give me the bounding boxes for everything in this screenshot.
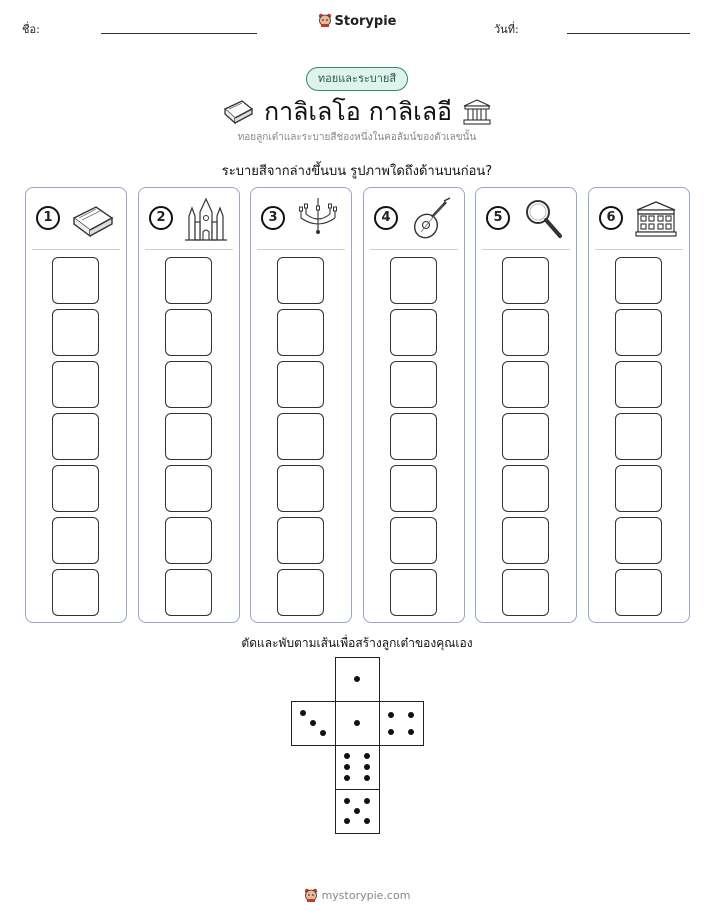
- column-4: [363, 187, 465, 623]
- column-6: [588, 187, 690, 623]
- color-cell[interactable]: [277, 361, 324, 408]
- name-line: [101, 33, 257, 34]
- cathedral-icon: [183, 196, 229, 242]
- name-label: ชื่อ:: [22, 23, 40, 36]
- color-cell[interactable]: [165, 361, 212, 408]
- color-cell[interactable]: [390, 517, 437, 564]
- die-pip: [388, 729, 394, 735]
- color-cell[interactable]: [277, 257, 324, 304]
- die-pip: [388, 712, 394, 718]
- activity-badge: ทอยและระบายสี: [306, 67, 408, 91]
- color-cell[interactable]: [52, 361, 99, 408]
- color-cell[interactable]: [615, 517, 662, 564]
- column-divider: [595, 249, 683, 250]
- column-divider: [145, 249, 233, 250]
- die-pip: [354, 808, 360, 814]
- die-pip: [300, 710, 306, 716]
- color-cell[interactable]: [615, 257, 662, 304]
- color-cell[interactable]: [52, 257, 99, 304]
- color-cell[interactable]: [390, 569, 437, 616]
- color-cell[interactable]: [390, 465, 437, 512]
- color-cell[interactable]: [390, 257, 437, 304]
- cut-fold-label: ตัดและพับตามเส้นเพื่อสร้างลูกเต๋าของคุณเอง: [241, 636, 473, 650]
- column-number: 1: [36, 206, 60, 230]
- die-pip: [354, 676, 360, 682]
- die-pip: [354, 720, 360, 726]
- brand: [0, 13, 714, 29]
- column-divider: [370, 249, 458, 250]
- column-2: [138, 187, 240, 623]
- die-pip: [310, 720, 316, 726]
- color-cell[interactable]: [165, 569, 212, 616]
- lute-icon: [408, 196, 454, 242]
- color-cell[interactable]: [277, 309, 324, 356]
- die-pip: [364, 764, 370, 770]
- color-cell[interactable]: [615, 309, 662, 356]
- date-line: [567, 33, 690, 34]
- color-cell[interactable]: [52, 465, 99, 512]
- color-cell[interactable]: [390, 361, 437, 408]
- color-cell[interactable]: [390, 309, 437, 356]
- color-cell[interactable]: [502, 413, 549, 460]
- color-cell[interactable]: [165, 413, 212, 460]
- column-1: [25, 187, 127, 623]
- column-number: 4: [374, 206, 398, 230]
- question: ระบายสีจากล่างขึ้นบน รูปภาพใดถึงด้านบนก่อน?: [221, 164, 493, 179]
- color-cell[interactable]: [165, 309, 212, 356]
- die-pip: [364, 753, 370, 759]
- color-cell[interactable]: [52, 517, 99, 564]
- instructions: ทอยลูกเต๋าและระบายสีช่องหนึ่งในคอลัมน์ของตัวเลขนั้น: [237, 132, 477, 143]
- color-cell[interactable]: [615, 413, 662, 460]
- color-cell[interactable]: [165, 465, 212, 512]
- column-number: 3: [261, 206, 285, 230]
- color-cell[interactable]: [165, 257, 212, 304]
- museum-icon: [633, 196, 679, 242]
- footer: [0, 888, 714, 902]
- color-cell[interactable]: [615, 569, 662, 616]
- die-pip: [408, 712, 414, 718]
- die-pip: [364, 798, 370, 804]
- color-cell[interactable]: [277, 517, 324, 564]
- color-cell[interactable]: [165, 517, 212, 564]
- column-5: [475, 187, 577, 623]
- book-icon: [222, 97, 254, 127]
- die-face-three: [291, 701, 336, 746]
- color-cell[interactable]: [52, 413, 99, 460]
- magnifying-glass-icon: [520, 196, 566, 242]
- color-cell[interactable]: [615, 465, 662, 512]
- column-divider: [482, 249, 570, 250]
- die-pip: [344, 818, 350, 824]
- die-pip: [364, 775, 370, 781]
- color-cell[interactable]: [502, 517, 549, 564]
- color-cell[interactable]: [390, 413, 437, 460]
- brand-name: Storypie: [334, 14, 397, 29]
- color-cell[interactable]: [502, 257, 549, 304]
- book-icon: [70, 196, 116, 242]
- die-face-four: [379, 701, 424, 746]
- die-pip: [320, 730, 326, 736]
- date-label: วันที่:: [494, 23, 519, 36]
- die-face-one: [335, 701, 380, 746]
- footer-url[interactable]: mystorypie.com: [321, 889, 411, 902]
- title-text: กาลิเลโอ กาลิเลอี: [263, 97, 453, 126]
- die-face-five: [335, 789, 380, 834]
- museum-icon: [462, 98, 492, 126]
- die-pip: [408, 729, 414, 735]
- color-cell[interactable]: [52, 569, 99, 616]
- column-divider: [32, 249, 120, 250]
- column-number: 2: [149, 206, 173, 230]
- color-cell[interactable]: [502, 309, 549, 356]
- die-pip: [364, 818, 370, 824]
- die-face-six: [335, 745, 380, 790]
- column-number: 5: [486, 206, 510, 230]
- column-number: 6: [599, 206, 623, 230]
- column-3: [250, 187, 352, 623]
- storypie-mascot-icon: [318, 13, 332, 27]
- color-cell[interactable]: [52, 309, 99, 356]
- die-pip: [344, 764, 350, 770]
- page-title: [0, 92, 714, 132]
- color-cell[interactable]: [277, 569, 324, 616]
- chandelier-icon: [295, 196, 341, 242]
- color-cell[interactable]: [502, 465, 549, 512]
- die-pip: [344, 798, 350, 804]
- color-cell[interactable]: [277, 465, 324, 512]
- color-cell[interactable]: [277, 413, 324, 460]
- column-divider: [257, 249, 345, 250]
- color-cell[interactable]: [502, 569, 549, 616]
- color-cell[interactable]: [502, 361, 549, 408]
- die-pip: [344, 753, 350, 759]
- die-pip: [344, 775, 350, 781]
- storypie-mascot-icon: [304, 888, 318, 902]
- die-face-one: [335, 657, 380, 702]
- color-cell[interactable]: [615, 361, 662, 408]
